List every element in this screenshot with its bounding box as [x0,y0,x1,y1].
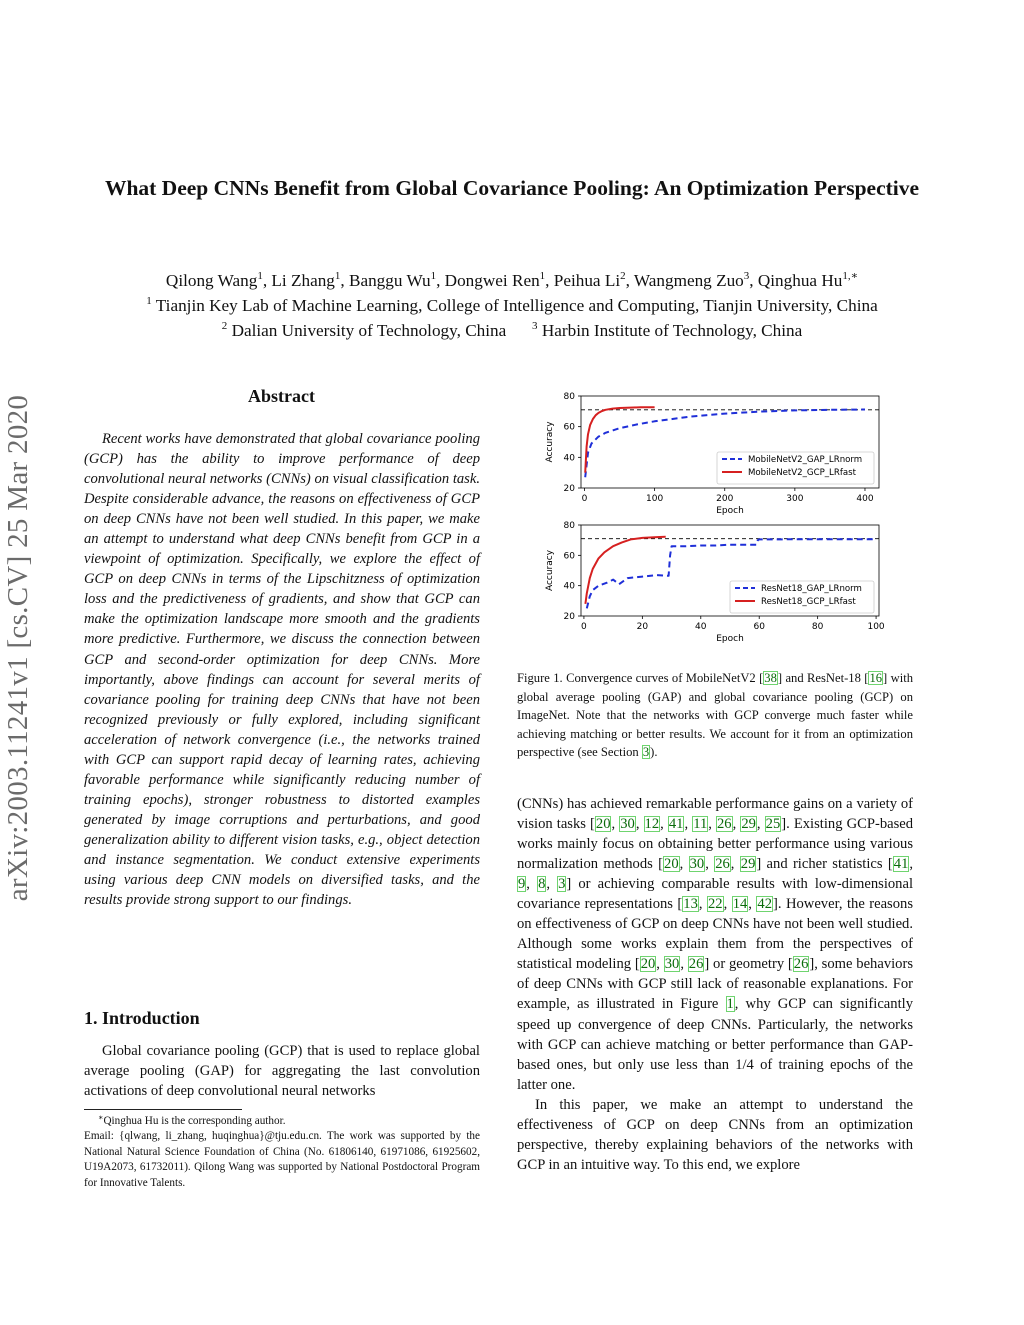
citation-link[interactable]: 26 [688,956,704,973]
y-tick-label: 80 [563,392,575,402]
x-tick-label: 20 [636,622,649,632]
citation-link[interactable]: 29 [740,856,756,873]
x-tick-label: 80 [811,622,824,632]
affiliation-1-marker: 1 [146,295,152,307]
citation-link[interactable]: 9 [518,876,526,893]
x-tick-label: 40 [695,622,707,632]
abstract-heading: Abstract [248,386,315,406]
x-axis-label: Epoch [716,634,744,644]
series-line [585,537,665,604]
footnote-corresponding-text: Qinghua Hu is the corresponding author. [103,1115,286,1127]
citation-link[interactable]: 13 [683,896,698,913]
introduction-text: Global covariance pooling (GCP) that is used to replace global average pooling (GAP) for aggregating the last convolution activations of deep convolutional neural networks [84,1043,480,1100]
author-affiliation-marker: 2 [620,270,626,282]
footnote-divider [84,1109,242,1110]
citation-link[interactable]: 29 [741,816,756,833]
citation-link[interactable]: 20 [595,816,611,833]
footnote-corresponding [84,1114,480,1129]
citation-link[interactable]: 30 [620,816,635,833]
introduction-heading: 1. Introduction [84,1008,200,1028]
author-block [60,268,964,343]
author-name: Li Zhang [271,271,335,290]
citation-link[interactable]: 41 [668,816,684,833]
legend-label: ResNet18_GAP_LRnorm [761,584,862,594]
citation-link[interactable]: 3 [558,876,566,893]
abstract-text: Recent works have demonstrated that global covariance pooling (GCP) has the ability to improve performance of deep convolutional neural networks (CNNs) on visual classification task. Despite considerable advance, the reasons on effectiveness of GCP on deep CNNs have not been well studied. In this paper, we make an attempt to understand what deep CNNs benefit from GCP in a viewpoint of optimization. Specifically, we explore the effect of GCP on deep CNNs in terms of the Lipschitzness of optimization loss and the predictiveness of gradients, and show that GCP can make the optimization landscape more smooth and the gradients more predictive. Furthermore, we discuss the connection between GCP and second-order optimization for deep CNNs. More importantly, above findings can account for several merits of covariance pooling for training deep CNNs that have not been recognized previously or fully explored, including significant acceleration of network convergence (i.e., the networks trained with GCP can support rapid decay of learning rates, achieving favorable performance while significantly reducing number of training epochs), stronger robustness to distorted examples generated by image corruptions and perturbations, and good generalization ability to different vision tasks, e.g., object detection and instance segmentation. We conduct extensive experiments using various deep CNN models on diversified tasks, and the results provide strong support to our findings. [84,431,480,909]
x-tick-label: 60 [753,622,765,632]
citation-link[interactable]: 42 [757,896,772,913]
affiliation-2-text: Dalian University of Technology, China [231,321,507,340]
citation-link[interactable]: 41 [893,856,909,873]
citation-link[interactable]: 20 [664,856,679,873]
citation-link[interactable]: 22 [708,896,723,913]
author-affiliation-marker: 1 [334,270,341,282]
x-tick-label: 400 [856,494,874,504]
author-list: Qilong Wang$^1$, Li Zhang$^1$, Banggu Wu$^1$, Dongwei Ren$^1$, Peihua Li$^2$, Wangmeng Zuo$^3$, Qinghua $Hu^{1,∗}$ [165,270,859,290]
citation-link[interactable]: 25 [765,816,781,833]
x-axis-label: Epoch [716,506,744,516]
y-tick-label: 40 [563,581,575,592]
citation-link[interactable]: 38 [764,671,777,685]
author-affiliation-marker: 1,∗ [842,270,859,282]
paper-title: What Deep CNNs Benefit from Global Covariance Pooling: An Optimization Perspective [104,176,920,200]
x-tick-label: 300 [786,494,804,504]
citation-link[interactable]: 30 [689,856,705,873]
y-tick-label: 60 [563,422,575,433]
citation-link[interactable]: 12 [644,816,660,833]
y-tick-label: 60 [563,551,575,562]
x-tick-label: 0 [581,622,587,632]
legend-label: MobileNetV2_GCP_LRfast [748,468,856,478]
affiliation-3-text: Harbin Institute of Technology, China [541,321,803,340]
author-name: Qinghua Hu [757,271,843,290]
author-name: Peihua Li [553,271,621,290]
x-tick-label: 100 [646,494,664,504]
affiliation-2-marker: 2 [221,320,228,332]
author-affiliation-marker: 1 [257,270,263,282]
citation-link[interactable]: 26 [793,956,809,973]
author-affiliation-marker: 1 [430,270,437,282]
author-name: Qilong Wang [165,271,258,290]
citation-link[interactable]: 26 [715,856,730,873]
affiliation-2-3 [60,318,964,343]
citation-link[interactable]: 14 [732,896,748,913]
footnote-marker: ∗ [98,1113,104,1122]
arxiv-sidebar-id: arXiv:2003.11241v1 [cs.CV] 25 Mar 2020 [2,394,34,902]
affiliation-1-text: Tianjin Key Lab of Machine Learning, College of Intelligence and Computing, Tianjin University, China [155,296,878,315]
y-axis-label: Accuracy [545,421,555,463]
citation-link[interactable]: 3 [642,745,650,760]
citation-link[interactable]: 16 [869,671,883,685]
figure-caption: Figure 1. Convergence curves of MobileNetV2 [38] and ResNet-18 [16] with global average pooling (GAP) and global covariance pooling (GCP) on ImageNet. Note that the networks with GCP converge much faster while achieving matching or better results. We account for it from an optimization perspective (see Section 3). [517,671,914,760]
y-axis-label: Accuracy [545,549,555,592]
author-affiliation-marker: 3 [743,270,750,282]
author-name: Dongwei Ren [444,271,540,290]
y-tick-label: 40 [563,453,575,464]
citation-link[interactable]: 1 [726,996,734,1013]
author-name: Wangmeng Zuo [633,271,744,290]
right-paragraph-2: In this paper, we make an attempt to understand the effectiveness of GCP on deep CNNs from an optimization perspective, thereby explaining behaviors of the networks with GCP in an intuitive way. To this end, we explore [517,1096,913,1173]
x-tick-label: 100 [867,622,885,632]
citation-link[interactable]: 20 [640,956,656,973]
citation-link[interactable]: 30 [664,956,680,973]
x-tick-label: 200 [716,494,734,504]
citation-link[interactable]: 26 [717,816,732,833]
affiliation-3-marker: 3 [532,320,538,332]
convergence-figure [540,384,915,650]
right-paragraph-1: (CNNs) has achieved remarkable performance gains on a variety of vision tasks [20, 30, 12, 41, 11, 26, 29, 25]. Existing GCP-based works mainly focus on obtaining better performance using various normalization methods [20, 30, 26, 29] and richer statistics [41, 9, 8, 3] or achieving comparable results with low-dimensional covariance representations [13, 22, 14, 42]. However, the reasons on effectiveness of GCP on deep CNNs have not been well studied. Although some works explain them from the perspectives of statistical modeling [20, 30, 26] or geometry [26], some behaviors of deep CNNs with GCP still lack of reasonable explanations. For example, as illustrated in Figure 1, why GCP can significantly speed up convergence of deep CNNs. Particularly, the networks with GCP can achieve matching or better performance than GAP-based ones, but only use less than 1/4 of training epochs of the latter one. [517,796,914,1093]
citation-link[interactable]: 8 [538,876,546,893]
citation-link[interactable]: 11 [693,816,708,833]
author-affiliation-marker: 1 [539,270,546,282]
y-tick-label: 20 [563,612,575,622]
y-tick-label: 20 [563,484,575,494]
legend-label: ResNet18_GCP_LRfast [761,597,856,607]
y-tick-label: 80 [563,521,575,531]
right-column-body [517,794,913,1175]
x-tick-label: 0 [581,494,588,504]
author-name: Banggu Wu [348,271,431,290]
footnote-funding: Email: {qlwang, li_zhang, huqinghua}@tju.edu.cn. The work was supported by the National Natural Science Foundation of China (No. 61806140, 61971086, 61925602, U19A2073, 61732011). Qilong Wang was supported by National Postdoctoral Program for Innovative Talents. [84,1130,480,1189]
legend-label: MobileNetV2_GAP_LRnorm [748,455,863,465]
footnote [84,1114,480,1191]
affiliation-1 [60,293,964,318]
